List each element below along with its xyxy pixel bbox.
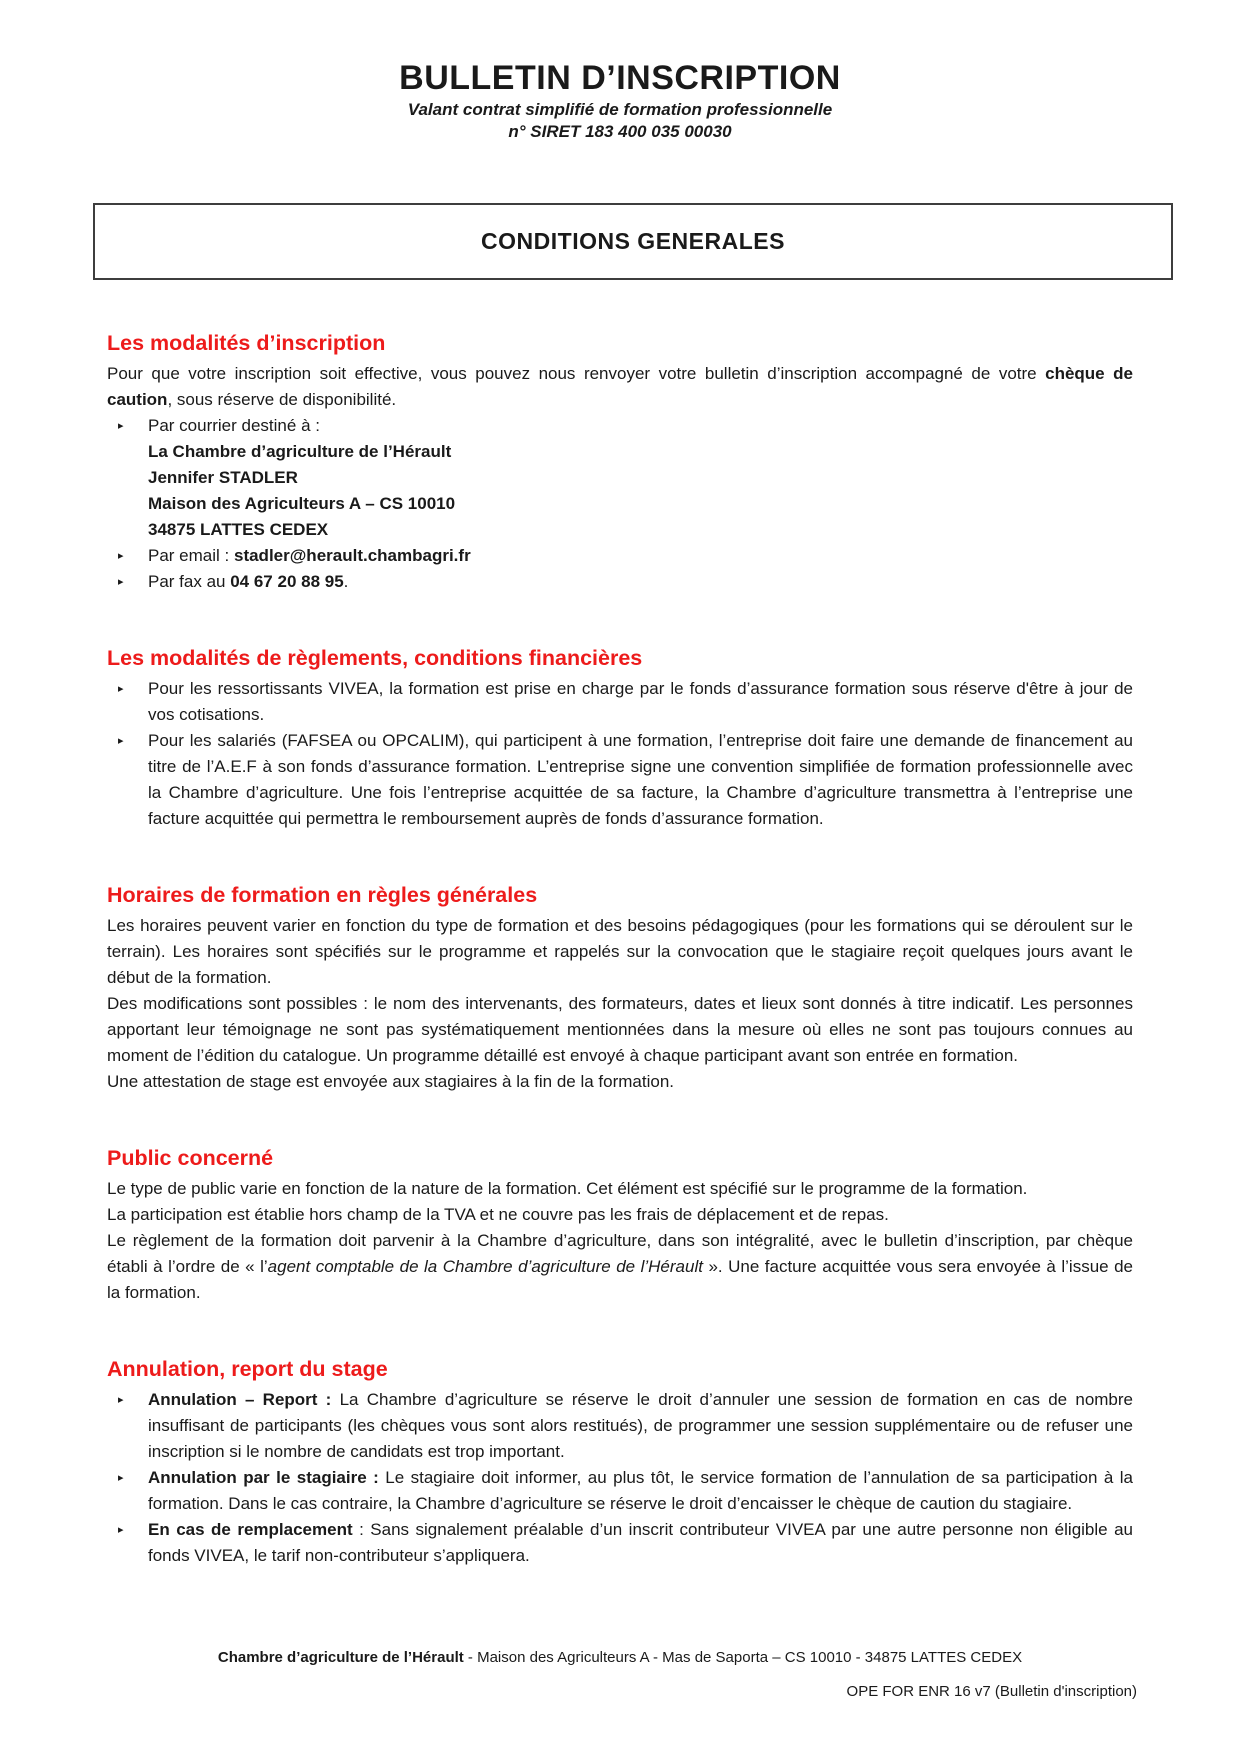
bullet-triangle-icon: ▸ — [118, 575, 124, 588]
footer-org-address: - Maison des Agriculteurs A - Mas de Saporta – CS 10010 - 34875 LATTES CEDEX — [463, 1649, 1023, 1666]
bullet-email-body — [148, 543, 1133, 569]
address-line: Maison des Agriculteurs A – CS 10010 — [148, 494, 456, 513]
bullet-vivea — [107, 676, 1133, 728]
banner-title: CONDITIONS GENERALES — [481, 228, 785, 254]
public-p3-text: Le règlement de la formation doit parvenir à la Chambre d’agriculture, dans son intégralité, avec le bulletin d’inscription, par chèque établi à l’ordre de « l’ — [107, 1231, 1133, 1276]
bullet-remplacement — [107, 1517, 1133, 1569]
bullet-triangle-icon: ▸ — [118, 1471, 124, 1484]
bullet-courrier-body — [148, 413, 1133, 543]
bullet-annulation-stagiaire-body — [148, 1465, 1133, 1517]
section-heading-public: Public concerné — [107, 1146, 274, 1170]
address-line: Jennifer STADLER — [148, 468, 298, 487]
annulation-report-text: La Chambre d’agriculture se réserve le droit d’annuler une session de formation en cas de nombre insuffisant de participants (les chèques vous sont alors restitués), de programmer une session supplémentaire ou de refuser une inscription si le nombre de candidats est trop important. — [148, 1390, 1133, 1461]
fax-value: 04 67 20 88 95 — [230, 572, 344, 591]
section-heading-reglements: Les modalités de règlements, conditions financières — [107, 646, 643, 670]
remplacement-text: : Sans signalement préalable d’un inscrit contributeur VIVEA par une autre personne non éligible au fonds VIVEA, le tarif non-contributeur s’appliquera. — [148, 1520, 1133, 1565]
address-line: 34875 LATTES CEDEX — [148, 520, 329, 539]
conditions-generales-banner — [93, 203, 1173, 280]
bullet-fax-body — [148, 569, 1133, 595]
public-paragraph-3 — [107, 1228, 1133, 1306]
email-value: stadler@herault.chambagri.fr — [233, 546, 471, 565]
bullet-remplacement-body — [148, 1517, 1133, 1569]
section-horaires — [107, 882, 1133, 1095]
bullet-salaries — [107, 728, 1133, 832]
public-p3-end: ». Une facture acquittée vous sera envoyée à l’issue de la formation. — [107, 1257, 1133, 1302]
fax-label: Par fax au — [148, 572, 231, 591]
bullet-triangle-icon: ▸ — [118, 682, 124, 695]
courrier-label: Par courrier destiné à : — [148, 416, 320, 435]
public-p3-italic: agent comptable de la Chambre d’agriculture de l’Hérault — [267, 1257, 703, 1276]
annulation-stagiaire-text: Le stagiaire doit informer, au plus tôt, le service formation de l’annulation de sa participation à la formation. Dans le cas contraire, la Chambre d’agriculture se réserve le droit d’encaisser le chèque de caution du stagiaire. — [148, 1468, 1133, 1513]
footer-org-name: Chambre d’agriculture de l’Hérault — [217, 1649, 464, 1666]
bullet-vivea-text: Pour les ressortissants VIVEA, la formation est prise en charge par le fonds d’assurance formation sous réserve d'être à jour de vos cotisations. — [148, 679, 1133, 724]
annulation-report-label: Annulation – Report : — [148, 1390, 332, 1409]
bullet-annulation-report-body — [148, 1387, 1133, 1465]
page-subtitle-2: n° SIRET 183 400 035 00030 — [508, 122, 732, 141]
bullet-triangle-icon: ▸ — [118, 1393, 124, 1406]
section-public-concerne — [107, 1145, 1133, 1306]
section-modalites-reglements — [107, 645, 1133, 832]
bullet-courrier — [107, 413, 1133, 543]
annulation-stagiaire-label: Annulation par le stagiaire : — [148, 1468, 379, 1487]
bullet-annulation-report — [107, 1387, 1133, 1465]
document-header — [0, 0, 1240, 143]
section-annulation — [107, 1356, 1133, 1569]
horaires-paragraph-3: Une attestation de stage est envoyée aux stagiaires à la fin de la formation. — [107, 1072, 675, 1091]
remplacement-label: En cas de remplacement — [148, 1520, 353, 1539]
footer-document-reference: OPE FOR ENR 16 v7 (Bulletin d'inscription) — [846, 1683, 1137, 1700]
footer-address-line — [0, 1648, 1240, 1668]
bullet-triangle-icon: ▸ — [118, 549, 124, 562]
inscription-intro-end: , sous réserve de disponibilité. — [167, 390, 397, 409]
bullet-triangle-icon: ▸ — [118, 734, 124, 747]
page-title: BULLETIN D’INSCRIPTION — [399, 59, 841, 97]
address-line: La Chambre d’agriculture de l’Hérault — [148, 442, 452, 461]
email-label: Par email : — [148, 546, 234, 565]
inscription-intro-paragraph — [107, 361, 1133, 413]
fax-suffix: . — [343, 572, 349, 591]
bullet-email — [107, 543, 1133, 569]
horaires-paragraph-1: Les horaires peuvent varier en fonction du type de formation et des besoins pédagogiques (pour les formations qui se déroulent sur le terrain). Les horaires sont spécifiés sur le programme et rappelés sur la convocation que le stagiaire reçoit quelques jours avant le début de la formation. — [107, 916, 1133, 987]
bullet-triangle-icon: ▸ — [118, 1523, 124, 1536]
bullet-annulation-stagiaire — [107, 1465, 1133, 1517]
bullet-triangle-icon: ▸ — [118, 419, 124, 432]
horaires-paragraph-2: Des modifications sont possibles : le nom des intervenants, des formateurs, dates et lieux sont donnés à titre indicatif. Les personnes apportant leur témoignage ne sont pas systématiquement mentionnées dans la mesure où elles ne sont pas toujours connues au moment de l’édition du catalogue. Un programme détaillé est envoyé à chaque participant avant son entrée en formation. — [107, 994, 1133, 1065]
inscription-intro-bold: chèque de caution — [107, 364, 1133, 409]
bullet-fax — [107, 569, 1133, 595]
inscription-intro-text: Pour que votre inscription soit effective, vous pouvez nous renvoyer votre bulletin d’inscription accompagné de votre — [107, 364, 1046, 383]
public-paragraph-2: La participation est établie hors champ de la TVA et ne couvre pas les frais de déplacement et de repas. — [107, 1205, 889, 1224]
section-heading-annulation: Annulation, report du stage — [107, 1357, 388, 1381]
bullet-salaries-text: Pour les salariés (FAFSEA ou OPCALIM), qui participent à une formation, l’entreprise doit faire une demande de financement au titre de l’A.E.F à son fonds d’assurance formation. L’entreprise signe une convention simplifiée de formation professionnelle avec la Chambre d’agriculture. Une fois l’entreprise acquittée de sa facture, la Chambre d’agriculture transmettra à l’entreprise une facture acquittée qui permettra le remboursement auprès de fonds d’assurance formation. — [148, 731, 1133, 828]
section-heading-horaires: Horaires de formation en règles générales — [107, 883, 538, 907]
page-subtitle-1: Valant contrat simplifié de formation professionnelle — [407, 100, 833, 119]
public-paragraph-1: Le type de public varie en fonction de la nature de la formation. Cet élément est spécifié sur le programme de la formation. — [107, 1179, 1028, 1198]
document-body — [0, 330, 1240, 1569]
section-modalites-inscription — [107, 330, 1133, 595]
section-heading-inscription: Les modalités d’inscription — [107, 331, 386, 355]
